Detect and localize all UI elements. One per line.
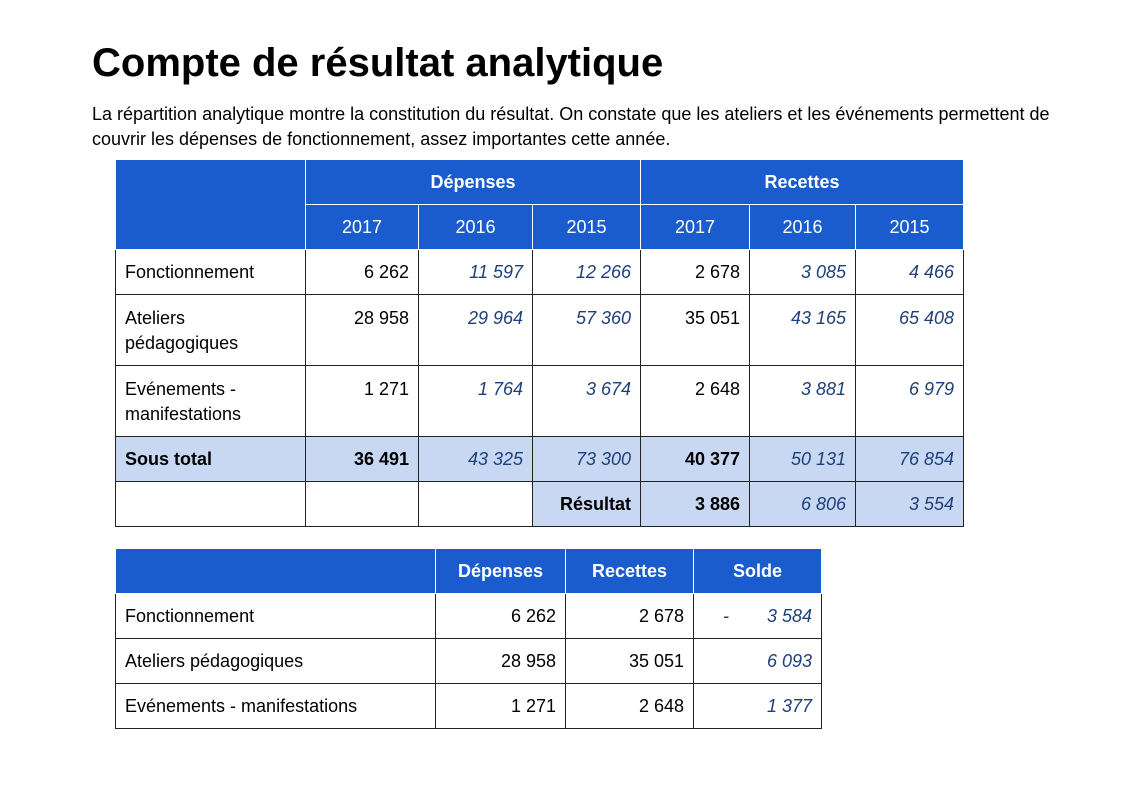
intro-paragraph: La répartition analytique montre la constitution du résultat. On constate que les ateliers et les événements permettent de couvrir les dépenses de fonctionnement, assez importantes cette année. (92, 104, 1050, 149)
cell-value: 1 764 (419, 366, 533, 437)
table-row (116, 250, 964, 295)
balance-summary-table (115, 548, 822, 729)
cell-value: 3 554 (856, 482, 964, 527)
cell-value: 3 881 (750, 366, 856, 437)
column-header: Dépenses (436, 549, 566, 594)
empty-cell (116, 482, 306, 527)
year-header: 2015 (856, 205, 964, 250)
year-header: 2017 (641, 205, 750, 250)
table-row (116, 295, 964, 366)
cell-value: 35 051 (566, 639, 694, 684)
cell-value: 50 131 (750, 437, 856, 482)
cell-value: 76 854 (856, 437, 964, 482)
cell-value: 12 266 (533, 250, 641, 295)
cell-value: 43 165 (750, 295, 856, 366)
solde-cell (694, 594, 822, 639)
column-header: Recettes (566, 549, 694, 594)
table-row (116, 684, 822, 729)
table-corner-cell (116, 160, 306, 250)
cell-value: 1 271 (436, 684, 566, 729)
cell-value: 6 262 (306, 250, 419, 295)
cell-value: 2 648 (566, 684, 694, 729)
column-header: Solde (694, 549, 822, 594)
cell-value: 3 674 (533, 366, 641, 437)
solde-value: 1 377 (694, 684, 822, 729)
table-row (116, 594, 822, 639)
cell-value: 6 806 (750, 482, 856, 527)
group-header-recettes: Recettes (641, 160, 964, 205)
empty-cell (306, 482, 419, 527)
table-row (116, 639, 822, 684)
group-header-depenses: Dépenses (306, 160, 641, 205)
cell-value: 3 085 (750, 250, 856, 295)
row-label: Ateliers pédagogiques (116, 639, 436, 684)
empty-cell (419, 482, 533, 527)
cell-value: 36 491 (306, 437, 419, 482)
year-header: 2017 (306, 205, 419, 250)
analytic-yearly-table (115, 159, 964, 527)
solde-value: 3 584 (766, 605, 812, 626)
cell-value: 29 964 (419, 295, 533, 366)
cell-value: 57 360 (533, 295, 641, 366)
cell-value: 28 958 (436, 639, 566, 684)
cell-value: 2 648 (641, 366, 750, 437)
year-header: 2015 (533, 205, 641, 250)
cell-value: 4 466 (856, 250, 964, 295)
cell-value: 6 262 (436, 594, 566, 639)
row-label: Fonctionnement (116, 594, 436, 639)
subtotal-row (116, 437, 964, 482)
solde-value: 6 093 (694, 639, 822, 684)
cell-value: 11 597 (419, 250, 533, 295)
result-row (116, 482, 964, 527)
row-label: Ateliers pédagogiques (116, 295, 306, 366)
cell-value: 3 886 (641, 482, 750, 527)
row-label: Fonctionnement (116, 250, 306, 295)
year-header: 2016 (419, 205, 533, 250)
row-label: Evénements - manifestations (116, 366, 306, 437)
cell-value: 43 325 (419, 437, 533, 482)
cell-value: 35 051 (641, 295, 750, 366)
cell-value: 40 377 (641, 437, 750, 482)
cell-value: 1 271 (306, 366, 419, 437)
cell-value: 73 300 (533, 437, 641, 482)
table-corner-cell (116, 549, 436, 594)
cell-value: 6 979 (856, 366, 964, 437)
row-label: Evénements - manifestations (116, 684, 436, 729)
cell-value: 28 958 (306, 295, 419, 366)
cell-value: 2 678 (566, 594, 694, 639)
page-title: Compte de résultat analytique (92, 41, 664, 85)
cell-value: 2 678 (641, 250, 750, 295)
result-label: Résultat (533, 482, 641, 527)
table-row (116, 366, 964, 437)
cell-value: 65 408 (856, 295, 964, 366)
year-header: 2016 (750, 205, 856, 250)
row-label: Sous total (116, 437, 306, 482)
negative-sign: - (723, 605, 729, 626)
